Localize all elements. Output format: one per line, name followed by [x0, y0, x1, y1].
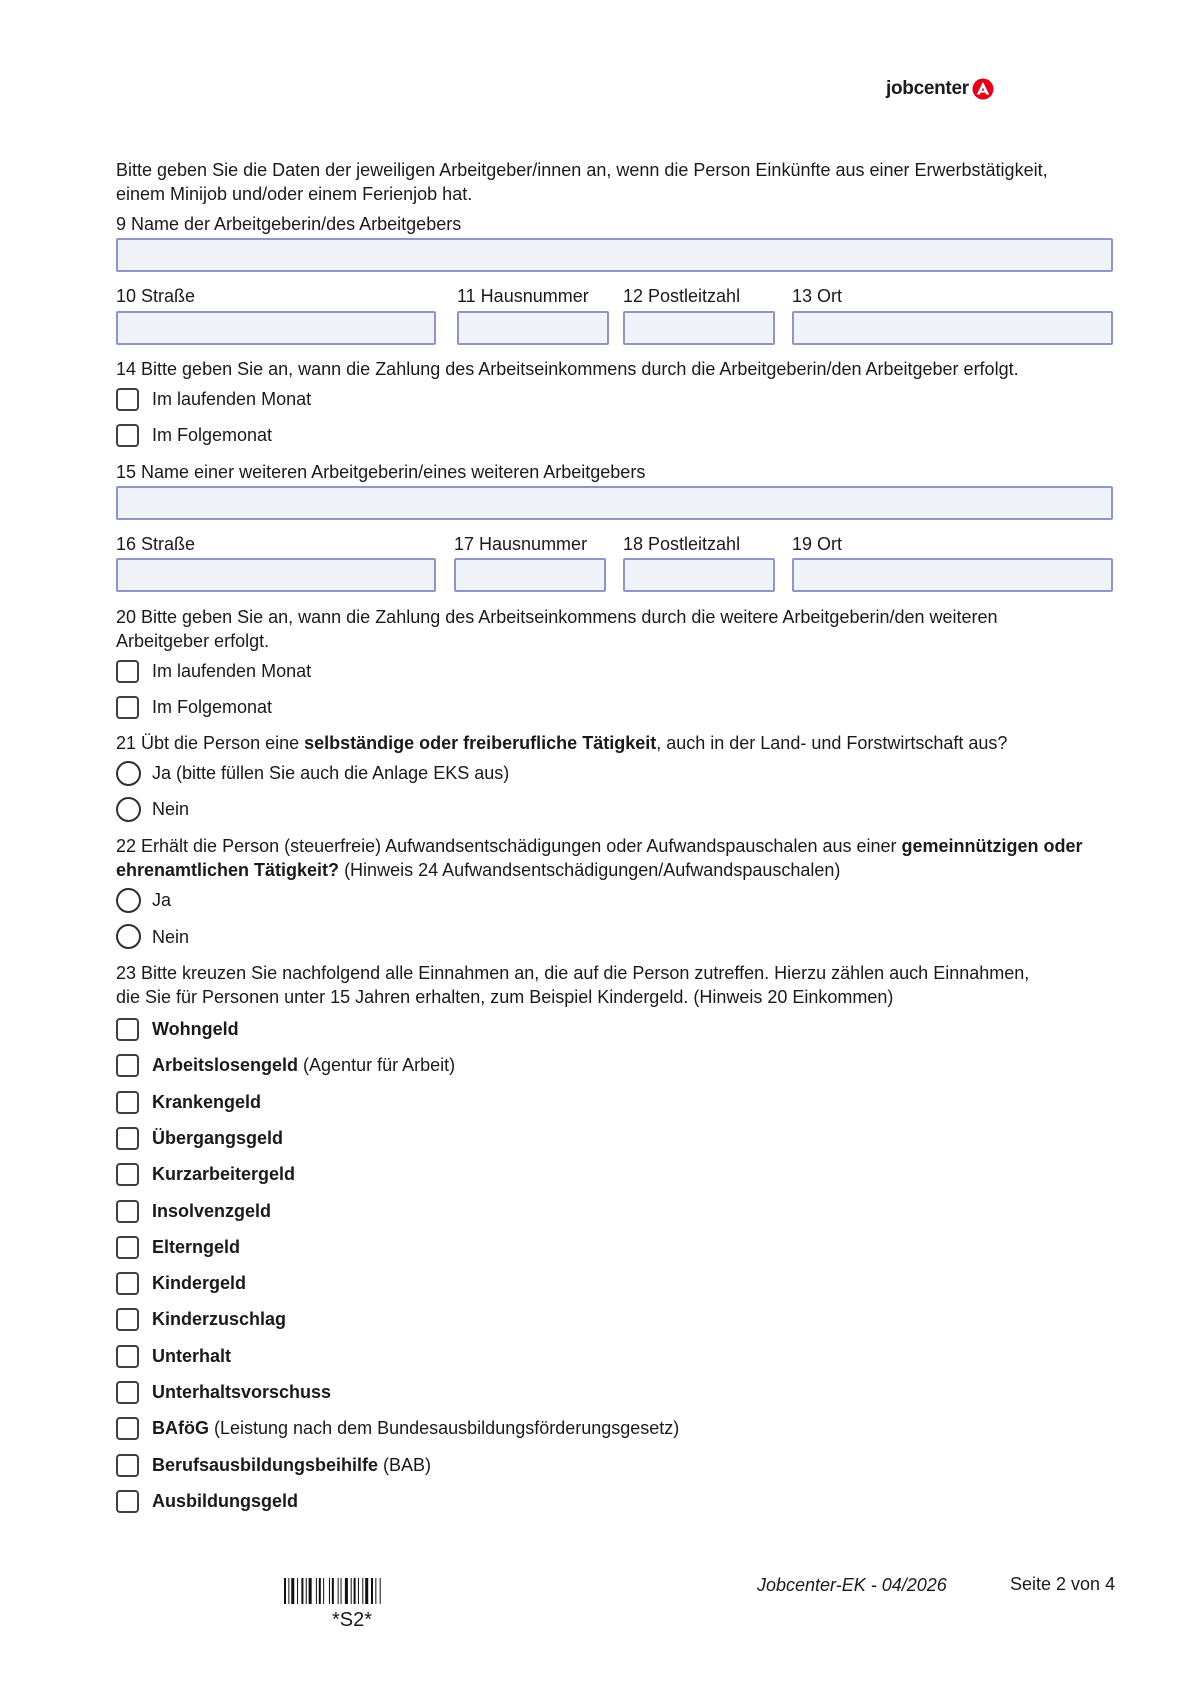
income-label-bold: Übergangsgeld [152, 1128, 284, 1148]
income-checkbox[interactable] [116, 1127, 139, 1150]
self-employment-no-label: Nein [152, 799, 190, 819]
income-checkbox[interactable] [116, 1454, 139, 1477]
expense-allowance-question-suffix: (Hinweis 24 Aufwandsentschädigungen/Aufwandspauschalen) [339, 860, 841, 880]
income-checkbox[interactable] [116, 1381, 139, 1404]
employer-name-label: 9 Name der Arbeitgeberin/des Arbeitgebers [116, 214, 462, 234]
postal-code-label: 12 Postleitzahl [623, 286, 741, 306]
self-employment-question-prefix: 21 Übt die Person eine [116, 733, 305, 753]
employer2-house-number-field[interactable] [454, 558, 606, 592]
income-checkbox[interactable] [116, 1163, 139, 1186]
self-employment-question-suffix: , auch in der Land- und Forstwirtschaft aus? [656, 733, 1008, 753]
self-employment-yes-radio[interactable] [116, 761, 141, 786]
employer2-payment-next-month-checkbox[interactable] [116, 696, 139, 719]
income-label-rest: (Leistung nach dem Bundesausbildungsförderungsgesetz) [209, 1418, 680, 1438]
income-label-bold: Insolvenzgeld [152, 1201, 272, 1221]
barcode-bar [323, 1578, 324, 1604]
employer2-street-field[interactable] [116, 558, 436, 592]
payment-current-month-label: Im laufenden Monat [152, 389, 312, 409]
barcode-bar [358, 1578, 359, 1604]
income-label [152, 1344, 231, 1368]
employer2-payment-question-line-1: 20 Bitte geben Sie an, wann die Zahlung des Arbeitseinkommens durch die weitere Arbeitgeberin/den weiteren [116, 607, 998, 627]
income-checkbox[interactable] [116, 1308, 139, 1331]
expense-allowance-no-radio[interactable] [116, 924, 141, 949]
barcode [284, 1578, 426, 1604]
intro-line-1: Bitte geben Sie die Daten der jeweiligen Arbeitgeber/innen an, wenn die Person Einkünfte aus einer Erwerbstätigkeit, [116, 160, 1048, 180]
jobcenter-logo-icon [972, 78, 994, 100]
city-label: 13 Ort [792, 286, 843, 306]
barcode-bar [329, 1578, 330, 1604]
employer-name-field[interactable] [116, 238, 1113, 272]
expense-allowance-question-line-2 [116, 858, 840, 882]
payment-current-month-checkbox[interactable] [116, 388, 139, 411]
expense-allowance-question-bold-1: gemeinnützigen oder [901, 836, 1083, 856]
barcode-bar [301, 1578, 303, 1604]
barcode-bar [309, 1578, 312, 1604]
income-checkbox[interactable] [116, 1200, 139, 1223]
barcode-bar [332, 1578, 334, 1604]
income-label-bold: Wohngeld [152, 1019, 239, 1039]
employer2-city-label: 19 Ort [792, 534, 843, 554]
employer2-postal-code-field[interactable] [623, 558, 775, 592]
employer2-name-field[interactable] [116, 486, 1113, 520]
income-label-rest: (Agentur für Arbeit) [298, 1055, 456, 1075]
employer2-city-field[interactable] [792, 558, 1113, 592]
house-number-label: 11 Hausnummer [457, 286, 589, 306]
employer2-payment-question-line-2: Arbeitgeber erfolgt. [116, 631, 270, 651]
payment-next-month-label: Im Folgemonat [152, 425, 273, 445]
self-employment-yes-label: Ja (bitte füllen Sie auch die Anlage EKS aus) [152, 763, 510, 783]
income-checkbox[interactable] [116, 1091, 139, 1114]
income-checkbox[interactable] [116, 1018, 139, 1041]
income-label-bold: Berufsausbildungsbeihilfe [152, 1455, 379, 1475]
income-checkbox[interactable] [116, 1272, 139, 1295]
income-label [152, 1017, 239, 1041]
intro-line-2: einem Minijob und/oder einem Ferienjob hat. [116, 184, 473, 204]
barcode-bar [365, 1578, 368, 1604]
expense-allowance-no-label: Nein [152, 927, 190, 947]
employer2-house-number-label: 17 Hausnummer [454, 534, 588, 554]
payment-next-month-checkbox[interactable] [116, 424, 139, 447]
self-employment-question-bold: selbständige oder freiberufliche Tätigkeit [304, 733, 657, 753]
income-label-rest: (BAB) [378, 1455, 432, 1475]
income-question-line-1: 23 Bitte kreuzen Sie nachfolgend alle Einnahmen an, die auf die Person zutreffen. Hierzu zählen auch Einnahmen, [116, 963, 1030, 983]
barcode-text: *S2* [332, 1609, 373, 1631]
jobcenter-logo [886, 75, 994, 103]
barcode-bar [288, 1578, 289, 1604]
street-field[interactable] [116, 311, 436, 345]
barcode-bar [351, 1578, 352, 1604]
self-employment-no-radio[interactable] [116, 797, 141, 822]
house-number-field[interactable] [457, 311, 609, 345]
income-label [152, 1053, 455, 1077]
postal-code-field[interactable] [623, 311, 775, 345]
income-label [152, 1307, 286, 1331]
income-label [152, 1235, 240, 1259]
income-label [152, 1453, 431, 1477]
employer2-postal-code-label: 18 Postleitzahl [623, 534, 741, 554]
income-checkbox[interactable] [116, 1345, 139, 1368]
barcode-bar [338, 1578, 339, 1604]
employer2-payment-current-month-label: Im laufenden Monat [152, 661, 312, 681]
income-label [152, 1126, 283, 1150]
barcode-bar [284, 1578, 286, 1604]
income-label-bold: Kindergeld [152, 1273, 247, 1293]
expense-allowance-yes-label: Ja [152, 890, 172, 910]
income-label-bold: Unterhaltsvorschuss [152, 1382, 332, 1402]
barcode-bar [297, 1578, 298, 1604]
income-label-bold: BAföG [152, 1418, 209, 1438]
income-label-bold: Unterhalt [152, 1346, 232, 1366]
income-checkbox[interactable] [116, 1490, 139, 1513]
page-number: Seite 2 von 4 [1010, 1574, 1116, 1594]
barcode-bar [375, 1578, 376, 1604]
income-label-bold: Arbeitslosengeld [152, 1055, 299, 1075]
income-label-bold: Krankengeld [152, 1092, 262, 1112]
income-label [152, 1090, 261, 1114]
barcode-bar [371, 1578, 373, 1604]
barcode-bar [345, 1578, 348, 1604]
income-label [152, 1489, 298, 1513]
barcode-bar [341, 1578, 342, 1604]
self-employment-question [116, 731, 1007, 755]
income-label-bold: Kurzarbeitergeld [152, 1164, 296, 1184]
income-checkbox[interactable] [116, 1236, 139, 1259]
employer2-street-label: 16 Straße [116, 534, 196, 554]
barcode-bar [380, 1578, 381, 1604]
expense-allowance-question-line-1 [116, 834, 1083, 858]
barcode-bar [354, 1578, 356, 1604]
barcode-bar [362, 1578, 363, 1604]
barcode-bar [306, 1578, 307, 1604]
form-code: Jobcenter-EK - 04/2026 [757, 1575, 947, 1595]
employer2-payment-next-month-label: Im Folgemonat [152, 697, 273, 717]
expense-allowance-yes-radio[interactable] [116, 888, 141, 913]
barcode-bar [291, 1578, 294, 1604]
income-checkbox[interactable] [116, 1417, 139, 1440]
logo-text: jobcenter [886, 78, 969, 99]
payment-timing-question: 14 Bitte geben Sie an, wann die Zahlung des Arbeitseinkommens durch die Arbeitgeberin/den Arbeitgeber erfolgt. [116, 359, 1019, 379]
income-checkbox[interactable] [116, 1054, 139, 1077]
barcode-bar [316, 1578, 317, 1604]
city-field[interactable] [792, 311, 1113, 345]
income-label-bold: Kinderzuschlag [152, 1309, 287, 1329]
income-question-line-2: die Sie für Personen unter 15 Jahren erhalten, zum Beispiel Kindergeld. (Hinweis 20 Einkommen) [116, 987, 894, 1007]
street-label: 10 Straße [116, 286, 196, 306]
income-label-bold: Ausbildungsgeld [152, 1491, 298, 1511]
expense-allowance-question-bold-2: ehrenamtlichen Tätigkeit? [116, 860, 340, 880]
income-label-bold: Elterngeld [152, 1237, 241, 1257]
expense-allowance-question-prefix: 22 Erhält die Person (steuerfreie) Aufwandsentschädigungen oder Aufwandspauschalen aus einer [116, 836, 902, 856]
income-label [152, 1199, 271, 1223]
employer2-name-label: 15 Name einer weiteren Arbeitgeberin/eines weiteren Arbeitgebers [116, 462, 646, 482]
employer2-payment-current-month-checkbox[interactable] [116, 660, 139, 683]
income-label [152, 1416, 679, 1440]
barcode-bar [319, 1578, 321, 1604]
income-label [152, 1162, 295, 1186]
income-label [152, 1380, 331, 1404]
income-label [152, 1271, 246, 1295]
